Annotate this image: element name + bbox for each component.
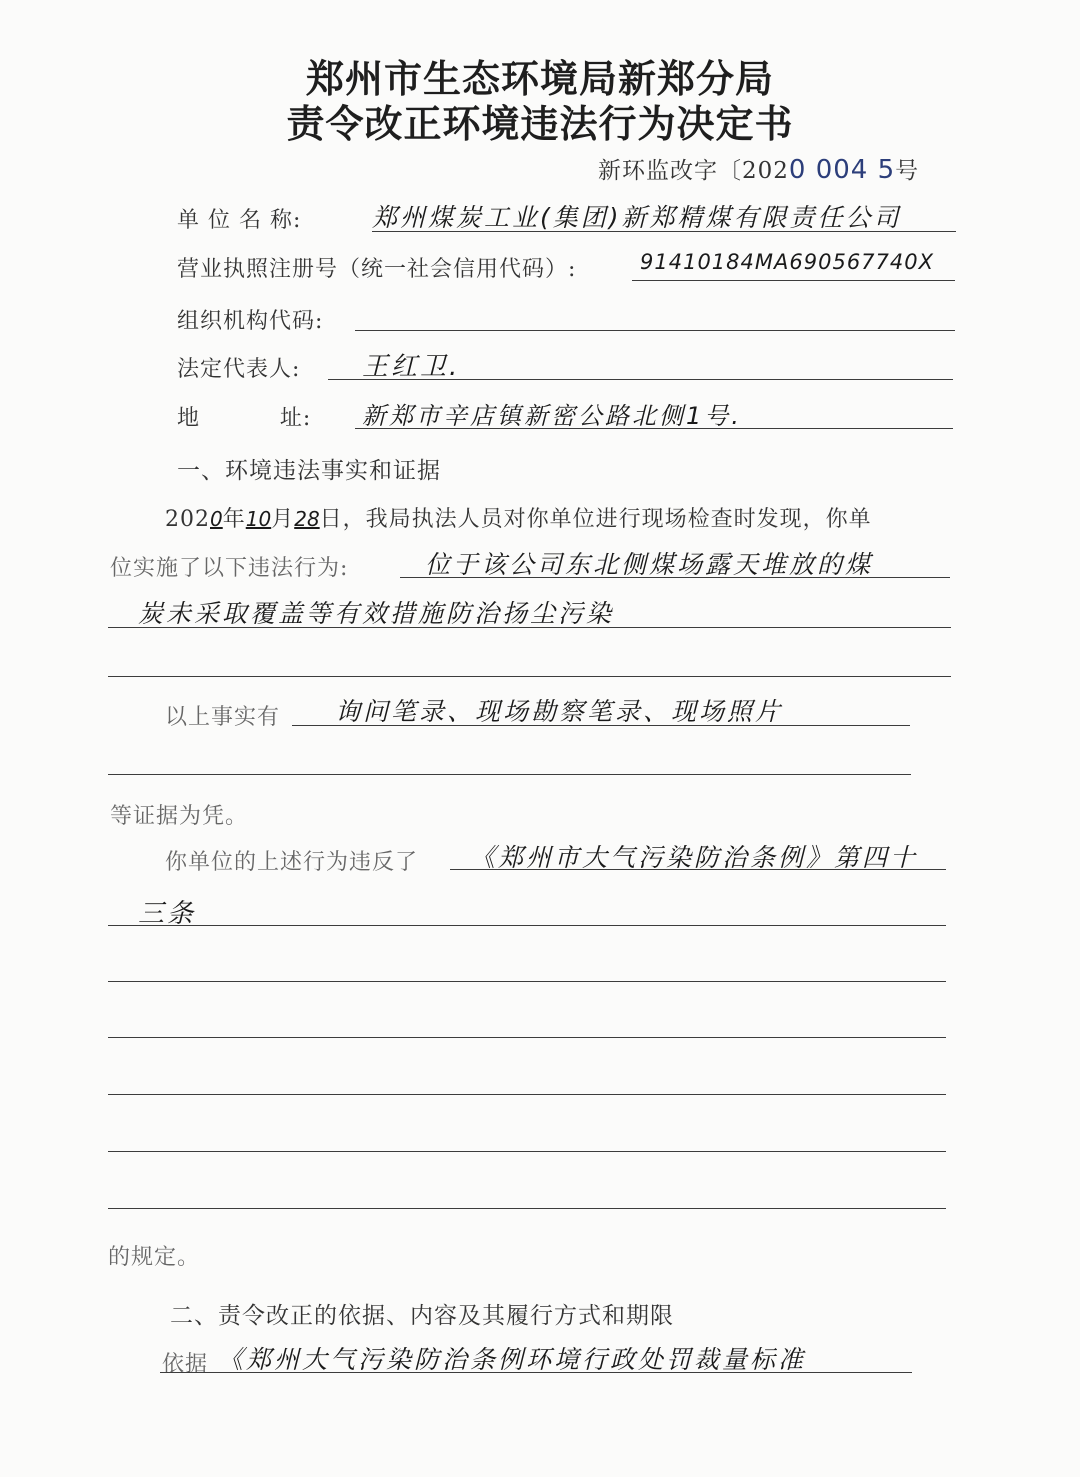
date-month-fill: 10	[245, 507, 272, 531]
law-underline-6	[108, 1151, 946, 1152]
doc-number-suffix: 号	[895, 158, 920, 184]
address-value: 新郑市辛店镇新密公路北侧1号.	[362, 402, 742, 430]
doc-number-fill: 0 004 5	[788, 155, 896, 185]
unit-name-label: 单 位 名 称:	[177, 208, 302, 233]
unit-name-underline	[372, 231, 956, 232]
legal-rep-label: 法定代表人:	[177, 357, 301, 382]
evidence-value: 询问笔录、现场勘察笔录、现场照片	[335, 697, 784, 726]
violation-line-1: 位于该公司东北侧煤场露天堆放的煤	[425, 550, 874, 579]
legal-rep-value: 王红卫.	[362, 352, 461, 382]
date-year-label: 年	[222, 507, 246, 532]
law-underline-4	[108, 1037, 946, 1038]
date-prefix: 202	[165, 507, 210, 532]
law-value-line-1: 《郑州市大气污染防治条例》第四十	[470, 843, 919, 872]
law-underline-7	[108, 1208, 946, 1209]
law-label: 你单位的上述行为违反了	[165, 850, 419, 875]
doc-number-prefix: 新环监改字〔202	[598, 158, 789, 184]
doc-number	[598, 152, 919, 185]
org-code-label: 组织机构代码:	[177, 309, 324, 334]
inspection-date-line	[165, 502, 872, 533]
evidence-underline-1	[292, 725, 910, 726]
license-label: 营业执照注册号（统一社会信用代码）:	[177, 257, 577, 282]
address-label: 地 址:	[177, 406, 312, 431]
title-line-1: 郑州市生态环境局新郑分局	[305, 56, 774, 101]
law-suffix: 的规定。	[108, 1245, 201, 1270]
address-underline	[355, 428, 953, 429]
law-underline-5	[108, 1094, 946, 1095]
violation-underline-3	[108, 676, 951, 677]
violation-label: 位实施了以下违法行为:	[110, 556, 349, 581]
basis-label: 依据	[162, 1352, 209, 1377]
basis-value: 《郑州大气污染防治条例环境行政处罚裁量标准	[218, 1345, 807, 1374]
date-month-label: 月	[271, 507, 295, 532]
basis-underline	[160, 1372, 912, 1373]
law-underline-2	[108, 925, 946, 926]
title-line-2: 责令改正环境违法行为决定书	[286, 101, 794, 146]
date-year-fill: 0	[210, 507, 223, 531]
legal-rep-underline	[328, 379, 953, 380]
evidence-underline-2	[108, 774, 911, 775]
violation-line-2: 炭未采取覆盖等有效措施防治扬尘污染	[138, 599, 615, 628]
section1-heading: 一、环境违法事实和证据	[177, 458, 441, 484]
law-underline-1	[450, 869, 946, 870]
law-value-line-2: 三条	[138, 899, 197, 929]
section2-heading: 二、责令改正的依据、内容及其履行方式和期限	[170, 1303, 674, 1329]
law-underline-3	[108, 981, 946, 982]
org-code-underline	[355, 330, 955, 331]
violation-underline-1	[400, 577, 950, 578]
evidence-suffix: 等证据为凭。	[110, 804, 249, 829]
license-value: 91410184MA690567740X	[640, 250, 935, 274]
date-day-fill: 28	[294, 507, 320, 531]
evidence-label: 以上事实有	[165, 705, 281, 730]
unit-name-value: 郑州煤炭工业(集团)新郑精煤有限责任公司	[372, 203, 902, 232]
license-underline	[632, 280, 955, 281]
date-rest: 日，我局执法人员对你单位进行现场检查时发现，你单	[319, 507, 872, 532]
violation-underline-2	[108, 627, 951, 628]
